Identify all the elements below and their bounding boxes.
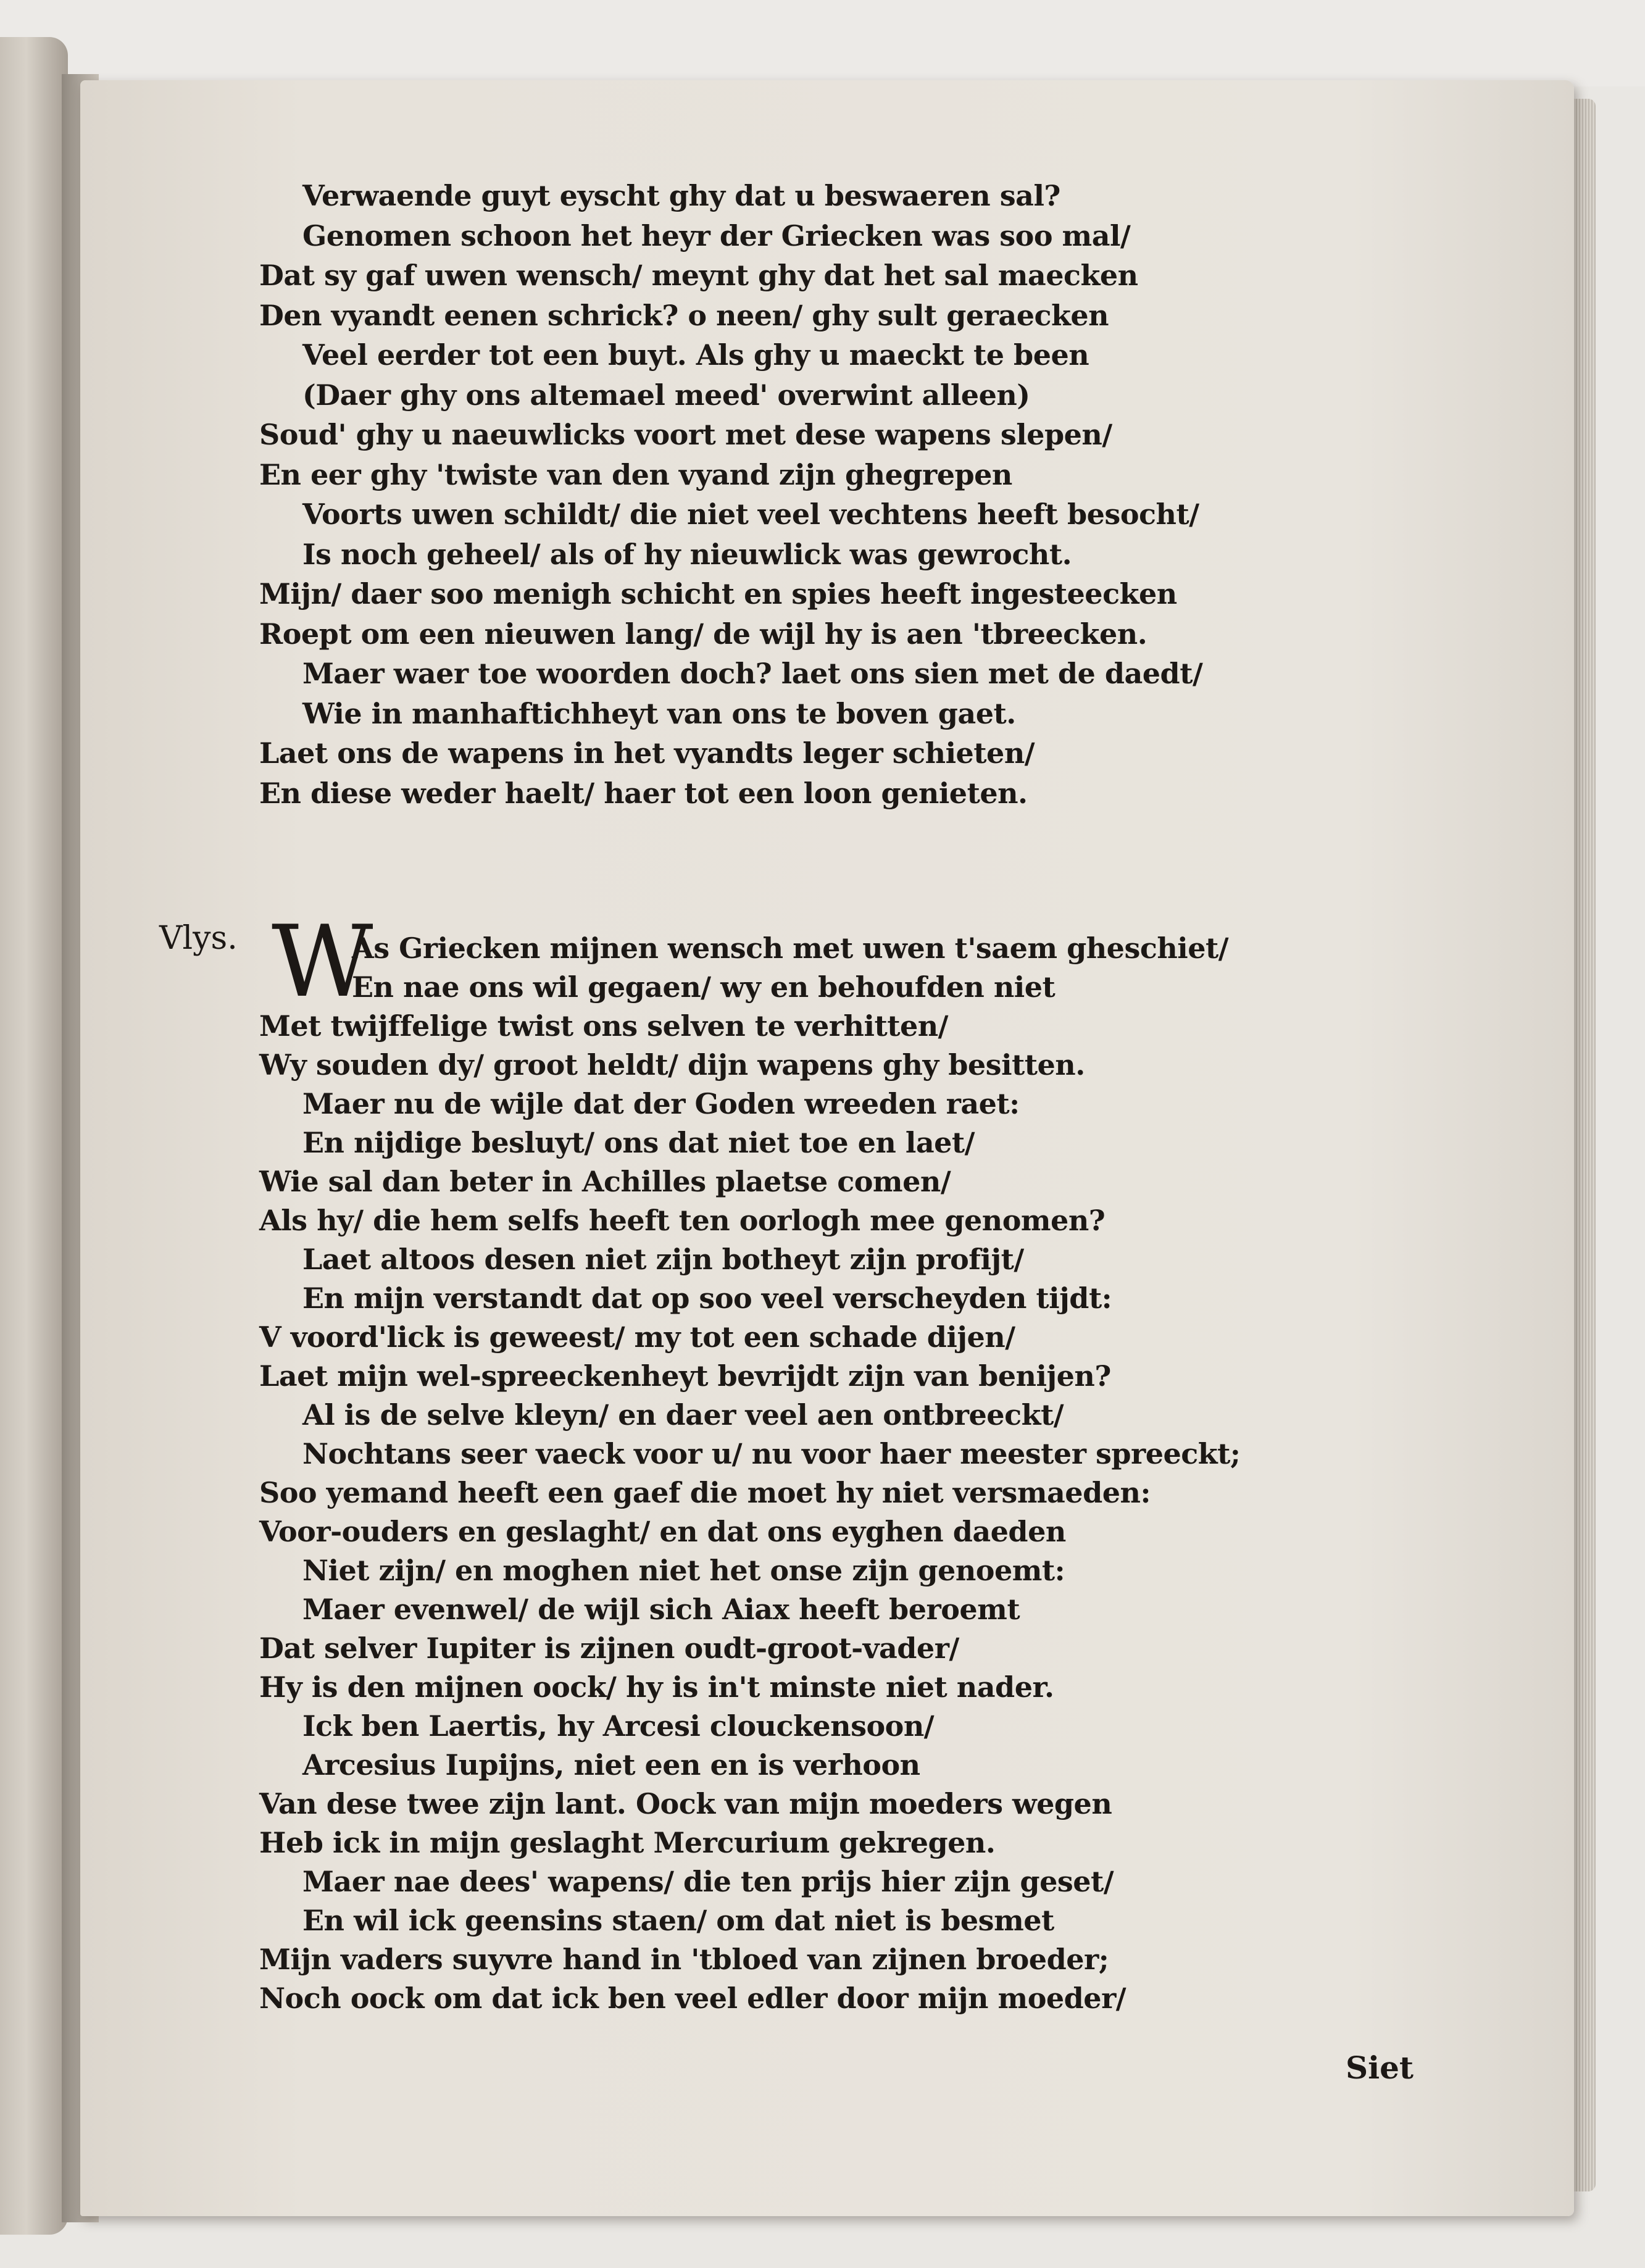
verse-line: Soud' ghy u naeuwlicks voort met dese wapens slepen/ (259, 418, 1112, 451)
verse-line: Niet zijn/ en moghen niet het onse zijn genoemt: (302, 1554, 1065, 1587)
verse-section-2 (259, 929, 1469, 2018)
verse-line: Wie sal dan beter in Achilles plaetse comen/ (259, 1165, 951, 1198)
catchword: Siet (1346, 2049, 1414, 2086)
verse-line: Maer waer toe woorden doch? laet ons sien met de daedt/ (302, 657, 1203, 690)
verse-line: Heb ick in mijn geslaght Mercurium gekregen. (259, 1826, 996, 1859)
verse-line: Den vyandt eenen schrick? o neen/ ghy sult geraecken (259, 298, 1109, 332)
page-stack-edge (1571, 99, 1596, 2191)
verse-line: Laet altoos desen niet zijn botheyt zijn profijt/ (302, 1243, 1024, 1276)
verse-line: Noch oock om dat ick ben veel edler door mijn moeder/ (259, 1982, 1127, 2015)
speaker-label: Vlys. (159, 920, 238, 957)
verse-line: Maer nae dees' wapens/ die ten prijs hier zijn geset/ (302, 1865, 1114, 1898)
verse-line: En nae ons wil gegaen/ wy en behoufden niet (352, 970, 1056, 1004)
verse-line: Al is de selve kleyn/ en daer veel aen ontbreeckt/ (302, 1398, 1064, 1432)
verse-line: Laet ons de wapens in het vyandts leger schieten/ (259, 736, 1035, 770)
verse-line: En wil ick geensins staen/ om dat niet is besmet (302, 1904, 1054, 1937)
verse-line: Verwaende guyt eyscht ghy dat u beswaeren sal? (302, 179, 1060, 212)
verse-line: (Daer ghy ons altemael meed' overwint alleen) (302, 378, 1030, 412)
verse-line: Wy souden dy/ groot heldt/ dijn wapens ghy besitten. (259, 1048, 1085, 1082)
verse-line: Als hy/ die hem selfs heeft ten oorlogh mee genomen? (259, 1204, 1106, 1237)
verse-line: Mijn vaders suyvre hand in 'tbloed van zijnen broeder; (259, 1943, 1109, 1976)
verse-line: Wie in manhaftichheyt van ons te boven gaet. (302, 696, 1016, 730)
background (0, 0, 1645, 86)
verse-line: Is noch geheel/ als of hy nieuwlick was gewrocht. (302, 537, 1072, 571)
verse-line: Mijn/ daer soo menigh schicht en spies heeft ingesteecken (259, 577, 1177, 611)
verse-line: Maer nu de wijle dat der Goden wreeden raet: (302, 1087, 1020, 1120)
verse-line: Van dese twee zijn lant. Oock van mijn moeders wegen (259, 1787, 1112, 1820)
verse-line: Met twijffelige twist ons selven te verhitten/ (259, 1009, 948, 1043)
verse-line: Hy is den mijnen oock/ hy is in't minste niet nader. (259, 1670, 1054, 1704)
verse-line: As Griecken mijnen wensch met uwen t'saem gheschiet/ (352, 932, 1229, 965)
verse-line: Dat selver Iupiter is zijnen oudt-groot-vader/ (259, 1632, 959, 1665)
verse-line: En diese weder haelt/ haer tot een loon genieten. (259, 776, 1028, 810)
verse-line: Genomen schoon het heyr der Griecken was soo mal/ (302, 219, 1131, 252)
facing-page-edge (0, 37, 68, 2235)
verse-line: Veel eerder tot een buyt. Als ghy u maeckt te been (302, 338, 1089, 372)
verse-line: V voord'lick is geweest/ my tot een schade dijen/ (259, 1320, 1015, 1354)
verse-line: Maer evenwel/ de wijl sich Aiax heeft beroemt (302, 1593, 1020, 1626)
drop-capital: W (272, 904, 373, 1019)
verse-line: Voor-ouders en geslaght/ en dat ons eyghen daeden (259, 1515, 1066, 1548)
verse-line: Laet mijn wel-spreeckenheyt bevrijdt zijn van benijen? (259, 1359, 1111, 1393)
verse-line: En mijn verstandt dat op soo veel verscheyden tijdt: (302, 1282, 1112, 1315)
verse-line: Soo yemand heeft een gaef die moet hy niet versmaeden: (259, 1476, 1151, 1509)
verse-line: En nijdige besluyt/ ons dat niet toe en laet/ (302, 1126, 975, 1159)
verse-line: En eer ghy 'twiste van den vyand zijn ghegrepen (259, 457, 1012, 491)
verse-line: Voorts uwen schildt/ die niet veel vechtens heeft besocht/ (302, 498, 1199, 531)
verse-line: Arcesius Iupijns, niet een en is verhoon (302, 1748, 920, 1782)
verse-section-1 (259, 176, 1469, 813)
verse-line: Roept om een nieuwen lang/ de wijl hy is aen 'tbreecken. (259, 617, 1147, 651)
verse-line: Dat sy gaf uwen wensch/ meynt ghy dat het sal maecken (259, 259, 1138, 292)
verse-line: Ick ben Laertis, hy Arcesi clouckensoon/ (302, 1709, 935, 1743)
verse-line: Nochtans seer vaeck voor u/ nu voor haer meester spreeckt; (302, 1437, 1241, 1470)
